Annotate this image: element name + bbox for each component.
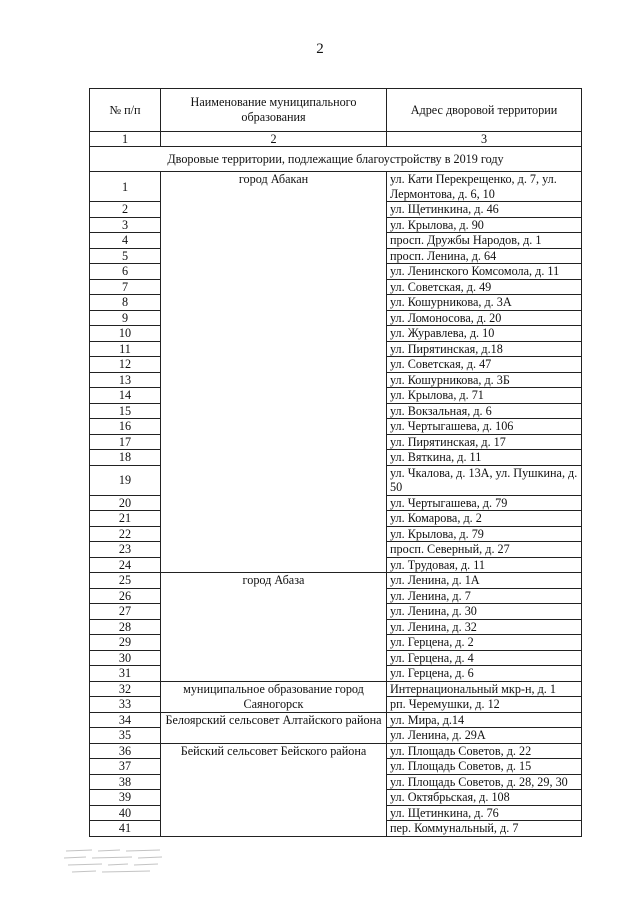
yard-address: ул. Ленина, д. 1А — [387, 573, 582, 589]
column-number: 2 — [161, 132, 387, 147]
row-number: 3 — [90, 217, 161, 233]
yard-address: ул. Пирятинская, д. 17 — [387, 434, 582, 450]
yard-address: ул. Чкалова, д. 13А, ул. Пушкина, д. 50 — [387, 465, 582, 495]
row-number: 10 — [90, 326, 161, 342]
row-number: 15 — [90, 403, 161, 419]
yard-address: ул. Октябрьская, д. 108 — [387, 790, 582, 806]
row-number: 7 — [90, 279, 161, 295]
row-number: 28 — [90, 619, 161, 635]
municipality-name: муниципальное образование город Саяногорск — [161, 681, 387, 712]
yard-address: ул. Ленина, д. 32 — [387, 619, 582, 635]
yard-address: ул. Вокзальная, д. 6 — [387, 403, 582, 419]
row-number: 4 — [90, 233, 161, 249]
table-row — [90, 172, 582, 202]
row-number: 33 — [90, 697, 161, 713]
row-number: 40 — [90, 805, 161, 821]
yard-address: ул. Щетинкина, д. 46 — [387, 202, 582, 218]
row-number: 41 — [90, 821, 161, 837]
row-number: 35 — [90, 728, 161, 744]
table-row — [90, 681, 582, 697]
row-number: 18 — [90, 450, 161, 466]
yard-address: просп. Ленина, д. 64 — [387, 248, 582, 264]
column-number-row — [90, 132, 582, 147]
column-number: 3 — [387, 132, 582, 147]
yard-address: ул. Советская, д. 49 — [387, 279, 582, 295]
yard-address: просп. Дружбы Народов, д. 1 — [387, 233, 582, 249]
yard-address: ул. Герцена, д. 2 — [387, 635, 582, 651]
yard-address: ул. Ленина, д. 30 — [387, 604, 582, 620]
yard-address: ул. Пирятинская, д.18 — [387, 341, 582, 357]
yard-address: ул. Крылова, д. 79 — [387, 526, 582, 542]
row-number: 2 — [90, 202, 161, 218]
row-number: 16 — [90, 419, 161, 435]
yard-address: ул. Чертыгашева, д. 79 — [387, 495, 582, 511]
row-number: 31 — [90, 666, 161, 682]
section-title: Дворовые территории, подлежащие благоустройству в 2019 году — [90, 147, 582, 172]
row-number: 34 — [90, 712, 161, 728]
yard-address: ул. Герцена, д. 6 — [387, 666, 582, 682]
yard-address: пер. Коммунальный, д. 7 — [387, 821, 582, 837]
yard-address: ул. Ленинского Комсомола, д. 11 — [387, 264, 582, 280]
section-title-row — [90, 147, 582, 172]
row-number: 32 — [90, 681, 161, 697]
yard-territories-table — [89, 88, 582, 837]
table-row — [90, 743, 582, 759]
row-number: 21 — [90, 511, 161, 527]
row-number: 13 — [90, 372, 161, 388]
yard-address: ул. Мира, д.14 — [387, 712, 582, 728]
row-number: 5 — [90, 248, 161, 264]
column-number: 1 — [90, 132, 161, 147]
yard-address: ул. Крылова, д. 71 — [387, 388, 582, 404]
row-number: 26 — [90, 588, 161, 604]
page-number: 2 — [316, 41, 324, 57]
row-number: 27 — [90, 604, 161, 620]
header-municipality: Наименование муниципального образования — [161, 89, 387, 132]
row-number: 23 — [90, 542, 161, 558]
yard-address: ул. Кошурникова, д. 3А — [387, 295, 582, 311]
row-number: 25 — [90, 573, 161, 589]
table-header-row — [90, 89, 582, 132]
yard-address: ул. Ленина, д. 29А — [387, 728, 582, 744]
yard-address: ул. Кати Перекрещенко, д. 7, ул. Лермонтова, д. 6, 10 — [387, 172, 582, 202]
table-row — [90, 573, 582, 589]
municipality-name: Бейский сельсовет Бейского района — [161, 743, 387, 836]
row-number: 20 — [90, 495, 161, 511]
yard-address: ул. Крылова, д. 90 — [387, 217, 582, 233]
yard-address: ул. Герцена, д. 4 — [387, 650, 582, 666]
row-number: 12 — [90, 357, 161, 373]
row-number: 19 — [90, 465, 161, 495]
header-address: Адрес дворовой территории — [387, 89, 582, 132]
yard-address: ул. Площадь Советов, д. 15 — [387, 759, 582, 775]
yard-address: ул. Кошурникова, д. 3Б — [387, 372, 582, 388]
yard-address: ул. Советская, д. 47 — [387, 357, 582, 373]
row-number: 38 — [90, 774, 161, 790]
yard-address: ул. Ленина, д. 7 — [387, 588, 582, 604]
yard-address: рп. Черемушки, д. 12 — [387, 697, 582, 713]
row-number: 30 — [90, 650, 161, 666]
faded-stamp-mark — [62, 845, 166, 881]
row-number: 39 — [90, 790, 161, 806]
table-body — [90, 172, 582, 837]
row-number: 37 — [90, 759, 161, 775]
row-number: 22 — [90, 526, 161, 542]
row-number: 36 — [90, 743, 161, 759]
municipality-name: Белоярский сельсовет Алтайского района — [161, 712, 387, 743]
yard-address: ул. Чертыгашева, д. 106 — [387, 419, 582, 435]
municipality-name: город Абаза — [161, 573, 387, 682]
yard-address: ул. Щетинкина, д. 76 — [387, 805, 582, 821]
yard-address: ул. Вяткина, д. 11 — [387, 450, 582, 466]
municipality-name: город Абакан — [161, 172, 387, 573]
table-row — [90, 712, 582, 728]
yard-address: ул. Площадь Советов, д. 22 — [387, 743, 582, 759]
yard-address: ул. Трудовая, д. 11 — [387, 557, 582, 573]
row-number: 14 — [90, 388, 161, 404]
yard-address: просп. Северный, д. 27 — [387, 542, 582, 558]
header-number: № п/п — [90, 89, 161, 132]
row-number: 9 — [90, 310, 161, 326]
yard-address: Интернациональный мкр-н, д. 1 — [387, 681, 582, 697]
yard-address: ул. Комарова, д. 2 — [387, 511, 582, 527]
row-number: 11 — [90, 341, 161, 357]
row-number: 8 — [90, 295, 161, 311]
row-number: 6 — [90, 264, 161, 280]
yard-address: ул. Журавлева, д. 10 — [387, 326, 582, 342]
row-number: 24 — [90, 557, 161, 573]
row-number: 1 — [90, 172, 161, 202]
yard-address: ул. Ломоносова, д. 20 — [387, 310, 582, 326]
yard-address: ул. Площадь Советов, д. 28, 29, 30 — [387, 774, 582, 790]
row-number: 29 — [90, 635, 161, 651]
row-number: 17 — [90, 434, 161, 450]
